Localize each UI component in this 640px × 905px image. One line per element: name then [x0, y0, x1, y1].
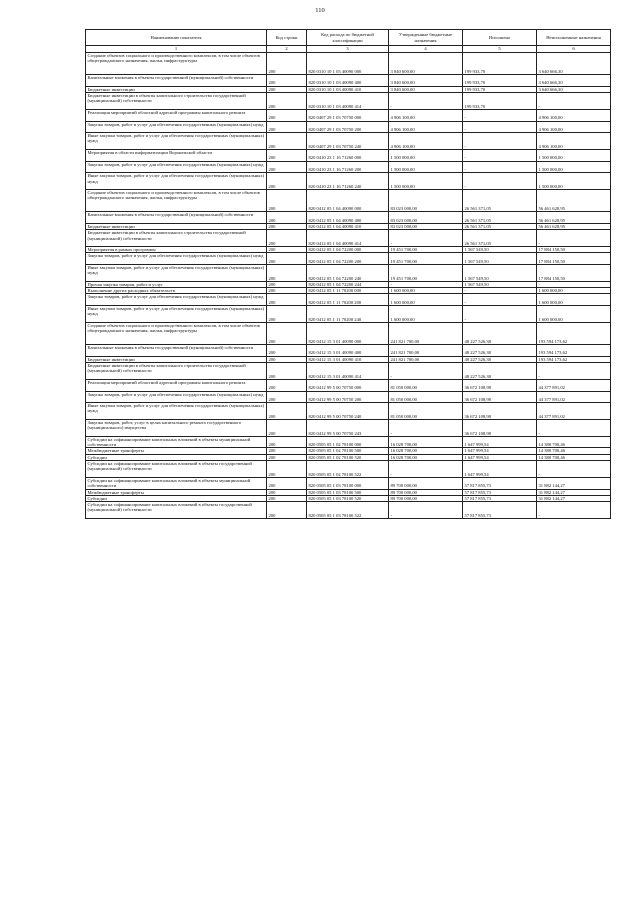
cell-unexecuted: 193 594 173,62: [537, 322, 611, 344]
cell-budget-classification: 820 0412 05 1 04 40090 410: [307, 223, 389, 229]
cell-indicator-name: Бюджетные инвестиции: [86, 356, 267, 362]
cell-budget-classification: 820 0310 10 1 03 40090 000: [307, 53, 389, 75]
cell-line-code: 200: [267, 150, 307, 162]
cell-approved: 16 028 700,00: [389, 454, 463, 460]
table-row: [86, 363, 611, 380]
cell-executed: -: [463, 294, 537, 306]
cell-unexecuted: 4 906 100,00: [537, 133, 611, 150]
cell-executed: 1 567 549,50: [463, 253, 537, 265]
cell-approved: 241 821 700,00: [389, 322, 463, 344]
cell-approved: 83 023 000,00: [389, 212, 463, 224]
cell-executed: 48 227 526,38: [463, 363, 537, 380]
cell-unexecuted: 14 380 700,46: [537, 454, 611, 460]
cell-approved: 89 700 000,00: [389, 495, 463, 501]
cell-line-code: 200: [267, 356, 307, 362]
cell-executed: 1 567 549,50: [463, 264, 537, 281]
cell-indicator-name: Иные закупки товаров, работ и услуг для обеспечения государственных (муниципальных) нужд: [86, 403, 267, 420]
cell-executed: -: [463, 150, 537, 162]
cell-unexecuted: 17 884 150,50: [537, 253, 611, 265]
cell-budget-classification: 820 0407 29 1 03 70750 200: [307, 121, 389, 133]
cell-budget-classification: 820 0310 10 1 03 40090 400: [307, 75, 389, 87]
cell-line-code: 200: [267, 264, 307, 281]
cell-indicator-name: Бюджетные инвестиции: [86, 223, 267, 229]
cell-line-code: 200: [267, 212, 307, 224]
cell-approved: -: [389, 93, 463, 110]
cell-approved: -: [389, 281, 463, 287]
cell-line-code: 200: [267, 93, 307, 110]
cell-executed: 36 672 108,98: [463, 420, 537, 437]
cell-indicator-name: Субсидии: [86, 454, 267, 460]
cell-budget-classification: 820 0412 05 1 04 72200 240: [307, 264, 389, 281]
table-row: [86, 133, 611, 150]
cell-line-code: 200: [267, 306, 307, 323]
cell-unexecuted: 3 640 666,30: [537, 86, 611, 92]
cell-approved: 89 700 000,00: [389, 477, 463, 489]
table-row: [86, 190, 611, 212]
cell-line-code: 200: [267, 436, 307, 448]
header-indicator-name: Наименование показателя: [86, 30, 267, 46]
column-number: 1: [86, 46, 267, 53]
cell-budget-classification: 820 0412 05 1 11 70200 200: [307, 294, 389, 306]
cell-line-code: 200: [267, 281, 307, 287]
cell-unexecuted: 31 882 144,27: [537, 489, 611, 495]
cell-executed: -: [463, 288, 537, 294]
cell-budget-classification: 820 0505 05 1 02 78100 520: [307, 454, 389, 460]
cell-indicator-name: Закупка товаров, работ и услуг для обеспечения государственных (муниципальных) нужд: [86, 161, 267, 173]
cell-executed: 48 227 526,38: [463, 345, 537, 357]
header-approved: Утвержденные бюджетные назначения: [389, 30, 463, 46]
cell-budget-classification: 820 0505 05 1 02 78100 500: [307, 448, 389, 454]
table-row: [86, 379, 611, 391]
cell-executed: -: [463, 306, 537, 323]
cell-line-code: 200: [267, 223, 307, 229]
cell-executed: 48 227 526,38: [463, 322, 537, 344]
cell-approved: 1 600 000,00: [389, 306, 463, 323]
cell-budget-classification: 820 0505 05 1 03 78100 500: [307, 489, 389, 495]
cell-approved: 89 700 000,00: [389, 489, 463, 495]
cell-indicator-name: Иные закупки товаров, работ и услуг для обеспечения государственных (муниципальных) нужд: [86, 306, 267, 323]
cell-unexecuted: 3 640 666,30: [537, 75, 611, 87]
cell-indicator-name: Субсидии на софинансирование капитальных вложений в объекты муниципальной собственности: [86, 436, 267, 448]
cell-unexecuted: 193 594 173,62: [537, 356, 611, 362]
page-number: 110: [315, 7, 325, 14]
cell-line-code: 200: [267, 345, 307, 357]
cell-indicator-name: Закупка товаров, работ, услуг в целях капитального ремонта государственного (муниципального) имущества: [86, 420, 267, 437]
cell-approved: 81 050 000,00: [389, 391, 463, 403]
cell-executed: 57 817 855,73: [463, 477, 537, 489]
table-row: [86, 150, 611, 162]
cell-unexecuted: 14 380 700,46: [537, 448, 611, 454]
cell-unexecuted: -: [537, 230, 611, 247]
cell-approved: 241 821 700,00: [389, 356, 463, 362]
budget-execution-table: [85, 29, 611, 519]
table-row: [86, 345, 611, 357]
cell-line-code: 200: [267, 109, 307, 121]
cell-line-code: 200: [267, 502, 307, 519]
table-row: [86, 230, 611, 247]
cell-approved: 19 451 700,00: [389, 264, 463, 281]
cell-executed: -: [463, 173, 537, 190]
table-row: [86, 436, 611, 448]
table-row: [86, 53, 611, 75]
cell-budget-classification: 820 0412 15 3 01 40090 400: [307, 345, 389, 357]
cell-budget-classification: 820 0505 05 1 03 78100 522: [307, 502, 389, 519]
cell-unexecuted: 56 461 628,95: [537, 223, 611, 229]
cell-approved: -: [389, 363, 463, 380]
cell-approved: 83 023 000,00: [389, 190, 463, 212]
header-executed: Исполнено: [463, 30, 537, 46]
cell-line-code: 200: [267, 288, 307, 294]
cell-budget-classification: 820 0412 99 5 00 70750 243: [307, 420, 389, 437]
cell-line-code: 200: [267, 86, 307, 92]
cell-approved: 4 906 100,00: [389, 133, 463, 150]
cell-executed: 36 672 108,98: [463, 391, 537, 403]
column-number: 3: [307, 46, 389, 53]
cell-approved: 3 840 600,00: [389, 53, 463, 75]
cell-indicator-name: Создание объектов социального и производственного комплексов, в том числе объектов общегражданского назначения, жилья, инфраструктуры: [86, 322, 267, 344]
cell-executed: 26 561 371,05: [463, 230, 537, 247]
cell-executed: 36 672 108,98: [463, 379, 537, 391]
cell-approved: 81 050 000,00: [389, 379, 463, 391]
table-row: [86, 502, 611, 519]
cell-unexecuted: -: [537, 363, 611, 380]
cell-executed: -: [463, 161, 537, 173]
table-row: [86, 391, 611, 403]
cell-unexecuted: 56 461 628,95: [537, 212, 611, 224]
cell-indicator-name: Выполнение других расходных обязательств: [86, 288, 267, 294]
cell-line-code: 200: [267, 121, 307, 133]
cell-unexecuted: 44 377 891,02: [537, 391, 611, 403]
table-body: [86, 53, 611, 519]
cell-executed: 57 817 855,73: [463, 502, 537, 519]
cell-line-code: 200: [267, 247, 307, 253]
cell-budget-classification: 820 0407 29 1 03 70750 240: [307, 133, 389, 150]
cell-unexecuted: -: [537, 502, 611, 519]
cell-unexecuted: 14 380 700,46: [537, 436, 611, 448]
cell-executed: 199 933,70: [463, 53, 537, 75]
cell-line-code: 200: [267, 363, 307, 380]
table-row: [86, 253, 611, 265]
cell-unexecuted: 1 600 000,00: [537, 294, 611, 306]
cell-indicator-name: Бюджетные инвестиции в объекты капитального строительства государственной (муниципальной) собственности: [86, 230, 267, 247]
cell-executed: 199 933,70: [463, 93, 537, 110]
cell-executed: 1 647 999,54: [463, 448, 537, 454]
cell-executed: 48 227 526,38: [463, 356, 537, 362]
cell-indicator-name: Капитальные вложения в объекты государственной (муниципальной) собственности: [86, 345, 267, 357]
cell-approved: 1 500 000,00: [389, 161, 463, 173]
table-row: [86, 212, 611, 224]
cell-budget-classification: 820 0412 15 3 01 40090 414: [307, 363, 389, 380]
cell-approved: 4 906 100,00: [389, 109, 463, 121]
table-row: [86, 121, 611, 133]
cell-approved: 1 600 000,00: [389, 288, 463, 294]
cell-line-code: 200: [267, 448, 307, 454]
header-line-code: Код строки: [267, 30, 307, 46]
cell-executed: 36 672 108,98: [463, 403, 537, 420]
cell-indicator-name: Мероприятия в области информатизации Воронежской области: [86, 150, 267, 162]
table-row: [86, 264, 611, 281]
cell-approved: 1 600 000,00: [389, 294, 463, 306]
cell-executed: 26 561 371,05: [463, 190, 537, 212]
cell-approved: -: [389, 461, 463, 478]
table-row: [86, 306, 611, 323]
cell-approved: 1 500 000,00: [389, 173, 463, 190]
cell-unexecuted: 4 906 100,00: [537, 121, 611, 133]
cell-approved: -: [389, 230, 463, 247]
cell-indicator-name: Межбюджетные трансферты: [86, 448, 267, 454]
cell-indicator-name: Закупка товаров, работ и услуг для обеспечения государственных (муниципальных) нужд: [86, 121, 267, 133]
cell-line-code: 200: [267, 322, 307, 344]
cell-approved: -: [389, 420, 463, 437]
table-header-row: [86, 30, 611, 46]
cell-budget-classification: 820 0407 29 1 03 70750 000: [307, 109, 389, 121]
cell-unexecuted: 1 500 000,00: [537, 150, 611, 162]
cell-unexecuted: -: [537, 461, 611, 478]
table-row: [86, 109, 611, 121]
cell-executed: -: [463, 121, 537, 133]
cell-indicator-name: Реализация мероприятий областной адресной программы капитального ремонта: [86, 109, 267, 121]
cell-indicator-name: Бюджетные инвестиции: [86, 86, 267, 92]
cell-indicator-name: Межбюджетные трансферты: [86, 489, 267, 495]
cell-indicator-name: Субсидии: [86, 495, 267, 501]
header-unexecuted: Неисполненные назначения: [537, 30, 611, 46]
cell-indicator-name: Закупка товаров, работ и услуг для обеспечения государственных (муниципальных) нужд: [86, 391, 267, 403]
cell-budget-classification: 820 0410 23 1 16 71260 240: [307, 173, 389, 190]
cell-line-code: 200: [267, 379, 307, 391]
cell-budget-classification: 820 0412 99 5 00 70750 240: [307, 403, 389, 420]
cell-indicator-name: Капитальные вложения в объекты государственной (муниципальной) собственности: [86, 212, 267, 224]
cell-executed: -: [463, 133, 537, 150]
cell-indicator-name: Иные закупки товаров, работ и услуг для обеспечения государственных (муниципальных) нужд: [86, 133, 267, 150]
column-number: 2: [267, 46, 307, 53]
cell-budget-classification: 820 0310 10 1 03 40090 410: [307, 86, 389, 92]
cell-budget-classification: 820 0412 15 3 01 40090 410: [307, 356, 389, 362]
cell-unexecuted: 44 377 891,02: [537, 403, 611, 420]
cell-approved: 3 840 600,00: [389, 75, 463, 87]
cell-executed: 1 647 999,54: [463, 461, 537, 478]
cell-executed: 1 647 999,54: [463, 454, 537, 460]
table-row: [86, 420, 611, 437]
cell-indicator-name: Реализация мероприятий областной адресной программы капитального ремонта: [86, 379, 267, 391]
cell-budget-classification: 820 0505 05 1 02 78100 000: [307, 436, 389, 448]
cell-approved: 19 451 700,00: [389, 247, 463, 253]
cell-line-code: 200: [267, 173, 307, 190]
cell-approved: 3 840 600,00: [389, 86, 463, 92]
table-row: [86, 322, 611, 344]
cell-budget-classification: 820 0412 05 1 04 72200 000: [307, 247, 389, 253]
table-row: [86, 93, 611, 110]
cell-indicator-name: Создание объектов социального и производственного комплексов, в том числе объектов общегражданского назначения, жилья, инфраструктуры: [86, 190, 267, 212]
table-row: [86, 477, 611, 489]
cell-unexecuted: 1 500 000,00: [537, 173, 611, 190]
cell-approved: 81 050 000,00: [389, 403, 463, 420]
cell-line-code: 200: [267, 391, 307, 403]
cell-indicator-name: Субсидии на софинансирование капитальных вложений в объекты государственной (муниципальной) собственности: [86, 461, 267, 478]
column-number: 4: [389, 46, 463, 53]
cell-unexecuted: 4 906 100,00: [537, 109, 611, 121]
cell-approved: 241 821 700,00: [389, 345, 463, 357]
cell-budget-classification: 820 0412 05 1 11 70200 240: [307, 306, 389, 323]
cell-unexecuted: 17 884 150,50: [537, 247, 611, 253]
cell-budget-classification: 820 0412 05 1 04 40090 400: [307, 212, 389, 224]
cell-line-code: 200: [267, 190, 307, 212]
cell-unexecuted: 3 640 666,30: [537, 53, 611, 75]
table-row: [86, 173, 611, 190]
cell-budget-classification: 820 0410 23 1 16 71260 200: [307, 161, 389, 173]
table-row: [86, 294, 611, 306]
cell-indicator-name: Бюджетные инвестиции в объекты капитального строительства государственной (муниципальной) собственности: [86, 363, 267, 380]
cell-approved: 83 023 000,00: [389, 223, 463, 229]
cell-budget-classification: 820 0412 99 5 00 70750 000: [307, 379, 389, 391]
cell-budget-classification: 820 0412 05 1 11 70200 000: [307, 288, 389, 294]
cell-line-code: 200: [267, 420, 307, 437]
cell-approved: 4 906 100,00: [389, 121, 463, 133]
cell-approved: 16 028 700,00: [389, 436, 463, 448]
column-number-row: [86, 46, 611, 53]
cell-line-code: 200: [267, 294, 307, 306]
cell-executed: 1 567 549,50: [463, 281, 537, 287]
cell-indicator-name: Субсидии на софинансирование капитальных вложений в объекты муниципальной собственности: [86, 477, 267, 489]
cell-line-code: 200: [267, 489, 307, 495]
table-row: [86, 75, 611, 87]
cell-budget-classification: 820 0505 05 1 03 78100 000: [307, 477, 389, 489]
cell-budget-classification: 820 0505 05 1 02 78100 522: [307, 461, 389, 478]
cell-unexecuted: 44 377 891,02: [537, 379, 611, 391]
cell-indicator-name: Субсидии на софинансирование капитальных вложений в объекты государственной (муниципальной) собственности: [86, 502, 267, 519]
cell-indicator-name: Прочая закупка товаров, работ и услуг: [86, 281, 267, 287]
cell-executed: 1 567 549,50: [463, 247, 537, 253]
cell-indicator-name: Капитальные вложения в объекты государственной (муниципальной) собственности: [86, 75, 267, 87]
cell-budget-classification: 820 0310 10 1 03 40090 414: [307, 93, 389, 110]
cell-executed: 57 817 855,73: [463, 495, 537, 501]
cell-unexecuted: 1 600 000,00: [537, 288, 611, 294]
cell-executed: -: [463, 109, 537, 121]
column-number: 6: [537, 46, 611, 53]
cell-executed: 1 647 999,54: [463, 436, 537, 448]
cell-budget-classification: 820 0412 05 1 04 40090 000: [307, 190, 389, 212]
cell-unexecuted: 193 594 173,62: [537, 345, 611, 357]
cell-line-code: 200: [267, 75, 307, 87]
cell-unexecuted: -: [537, 420, 611, 437]
cell-approved: 16 028 700,00: [389, 448, 463, 454]
cell-budget-classification: 820 0412 99 5 00 70750 200: [307, 391, 389, 403]
header-budget-classification: Код расхода по бюджетной классификации: [307, 30, 389, 46]
cell-indicator-name: Закупка товаров, работ и услуг для обеспечения государственных (муниципальных) нужд: [86, 253, 267, 265]
cell-line-code: 200: [267, 477, 307, 489]
cell-budget-classification: 820 0412 15 3 01 40090 000: [307, 322, 389, 344]
cell-line-code: 200: [267, 495, 307, 501]
cell-line-code: 200: [267, 403, 307, 420]
cell-executed: 26 561 371,05: [463, 223, 537, 229]
cell-executed: 57 817 855,73: [463, 489, 537, 495]
cell-approved: 1 500 000,00: [389, 150, 463, 162]
column-number: 5: [463, 46, 537, 53]
cell-budget-classification: 820 0505 05 1 03 78100 520: [307, 495, 389, 501]
cell-line-code: 200: [267, 253, 307, 265]
cell-executed: 199 933,70: [463, 86, 537, 92]
cell-line-code: 200: [267, 161, 307, 173]
cell-indicator-name: Иные закупки товаров, работ и услуг для обеспечения государственных (муниципальных) нужд: [86, 264, 267, 281]
cell-indicator-name: Иные закупки товаров, работ и услуг для обеспечения государственных (муниципальных) нужд: [86, 173, 267, 190]
cell-budget-classification: 820 0412 05 1 04 72200 200: [307, 253, 389, 265]
cell-indicator-name: Бюджетные инвестиции в объекты капитального строительства государственной (муниципальной) собственности: [86, 93, 267, 110]
cell-executed: 199 933,70: [463, 75, 537, 87]
cell-unexecuted: 17 884 150,50: [537, 264, 611, 281]
cell-unexecuted: 56 461 628,95: [537, 190, 611, 212]
cell-budget-classification: 820 0412 05 1 04 72200 244: [307, 281, 389, 287]
table-row: [86, 461, 611, 478]
cell-unexecuted: -: [537, 93, 611, 110]
cell-indicator-name: Закупка товаров, работ и услуг для обеспечения государственных (муниципальных) нужд: [86, 294, 267, 306]
cell-indicator-name: Мероприятия в рамках программы: [86, 247, 267, 253]
table-row: [86, 403, 611, 420]
cell-line-code: 200: [267, 133, 307, 150]
cell-budget-classification: 820 0412 05 1 04 40090 414: [307, 230, 389, 247]
cell-executed: 26 561 371,05: [463, 212, 537, 224]
cell-budget-classification: 820 0410 23 1 16 71260 000: [307, 150, 389, 162]
cell-approved: -: [389, 502, 463, 519]
cell-approved: 19 451 700,00: [389, 253, 463, 265]
cell-line-code: 200: [267, 454, 307, 460]
cell-unexecuted: 31 882 144,27: [537, 477, 611, 489]
cell-line-code: 200: [267, 53, 307, 75]
cell-unexecuted: 31 882 144,27: [537, 495, 611, 501]
cell-line-code: 200: [267, 461, 307, 478]
cell-indicator-name: Создание объектов социального и производственного комплексов, в том числе объектов общегражданского назначения, жилья, инфраструктуры: [86, 53, 267, 75]
table-row: [86, 161, 611, 173]
cell-unexecuted: 1 600 000,00: [537, 306, 611, 323]
cell-unexecuted: -: [537, 281, 611, 287]
cell-line-code: 200: [267, 230, 307, 247]
cell-unexecuted: 1 500 000,00: [537, 161, 611, 173]
